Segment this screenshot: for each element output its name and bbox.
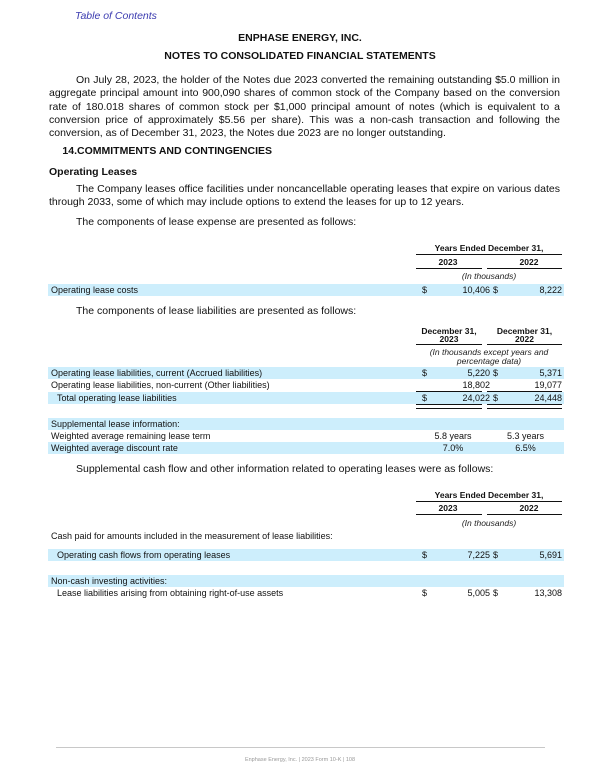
unit-note-line: (In thousands except years and — [429, 347, 549, 357]
intro-paragraph: On July 28, 2023, the holder of the Notes due 2023 converted the remaining outstanding $5.0 million in aggregate principal amount into 900,090 shares of common stock of the Company based on the conversion rate of 180.018 shares of common stock per $1,000 principal amount of notes (which is equivalent to a conversion price of approximately $5.56 per share). This was a non-cash transaction and following the conversion, as of December 31, 2023, the Notes due 2023 are no longer outstanding. — [49, 74, 560, 140]
table-of-contents-link[interactable]: Table of Contents — [75, 10, 157, 22]
unit-note: (In thousands) — [461, 271, 517, 281]
header-rule — [416, 254, 562, 255]
column-group-header: Years Ended December 31, — [434, 243, 544, 253]
row-label: Operating lease liabilities, non-current (Other liabilities) — [51, 380, 270, 390]
column-header-2023: 2023 — [438, 257, 458, 267]
header-rule-2023 — [416, 268, 482, 269]
column-header-line: 2022 — [515, 334, 534, 344]
value-2023: 18,802 — [462, 380, 490, 390]
value-2022: 8,222 — [539, 285, 562, 295]
table-row — [48, 587, 564, 599]
unit-note-line: percentage data) — [456, 356, 522, 366]
value-2023: 10,406 — [462, 285, 490, 295]
section-number: 14. — [62, 145, 77, 157]
header-rule-2023 — [416, 344, 482, 345]
section-title: COMMITMENTS AND CONTINGENCIES — [77, 145, 273, 157]
row-label: Operating lease costs — [51, 285, 139, 295]
row-label: Weighted average remaining lease term — [51, 431, 211, 441]
value-2022: 13,308 — [534, 588, 562, 598]
total-double-rule-2023 — [416, 404, 482, 409]
table-row — [48, 284, 564, 296]
value-2023: 24,022 — [462, 393, 490, 403]
currency-symbol: $ — [493, 285, 499, 295]
subheading-operating-leases: Operating Leases — [49, 166, 138, 178]
column-header-line: December 31, — [421, 326, 477, 336]
currency-symbol: $ — [422, 393, 428, 403]
currency-symbol: $ — [422, 550, 428, 560]
column-header-2023: 2023 — [438, 503, 458, 513]
row-label: Operating cash flows from operating leases — [57, 550, 231, 560]
table-row — [48, 367, 564, 379]
table-row-section-label — [48, 418, 564, 430]
value-2022: 5,691 — [539, 550, 562, 560]
column-header-line: 2023 — [439, 334, 459, 344]
currency-symbol: $ — [493, 368, 499, 378]
table-row — [48, 430, 564, 442]
table-row — [48, 379, 564, 391]
unit-note — [416, 348, 562, 366]
company-name: ENPHASE ENERGY, INC. — [238, 32, 362, 44]
lease-liabilities-intro: The components of lease liabilities are presented as follows: — [76, 305, 357, 317]
header-rule-2022 — [487, 344, 562, 345]
table-row — [48, 549, 564, 561]
row-label: Operating lease liabilities, current (Accrued liabilities) — [51, 368, 263, 378]
value-2023: 5,220 — [467, 368, 490, 378]
operating-leases-paragraph: The Company leases office facilities under noncancellable operating leases that expire on various dates through 2033, some of which may include options to extend the leases for up to 12 years. — [49, 183, 560, 209]
cash-flow-intro: Supplemental cash flow and other information related to operating leases were as follows: — [76, 463, 494, 475]
page-footer: Enphase Energy, Inc. | 2023 Form 10-K | 108 — [244, 757, 356, 763]
row-label: Cash paid for amounts included in the measurement of lease liabilities: — [51, 531, 333, 541]
column-header-2023 — [416, 326, 482, 344]
row-label: Weighted average discount rate — [51, 443, 178, 453]
value-2023: 5,005 — [467, 588, 490, 598]
lease-expense-intro: The components of lease expense are presented as follows: — [76, 216, 357, 228]
section-heading — [49, 145, 272, 157]
column-group-header: Years Ended December 31, — [434, 490, 544, 500]
value-2022: 19,077 — [534, 380, 562, 390]
currency-symbol: $ — [422, 588, 428, 598]
column-header-2022: 2022 — [519, 257, 539, 267]
value-2023: 5.8 years — [434, 431, 472, 441]
currency-symbol: $ — [493, 550, 499, 560]
row-label: Total operating lease liabilities — [57, 393, 177, 403]
header-rule-2023 — [416, 514, 482, 515]
currency-symbol: $ — [493, 588, 499, 598]
header-rule — [416, 501, 562, 502]
row-label: Lease liabilities arising from obtaining right-of-use assets — [57, 588, 284, 598]
footer-divider — [56, 747, 545, 748]
unit-note: (In thousands) — [461, 518, 517, 528]
column-header-2022 — [487, 326, 562, 344]
currency-symbol: $ — [422, 285, 428, 295]
page-title: NOTES TO CONSOLIDATED FINANCIAL STATEMENTS — [164, 50, 436, 62]
currency-symbol: $ — [422, 368, 428, 378]
value-2023: 7.0% — [442, 443, 464, 453]
column-header-2022: 2022 — [519, 503, 539, 513]
table-row-section-label — [48, 575, 564, 587]
value-2022: 5,371 — [539, 368, 562, 378]
header-rule-2022 — [487, 514, 562, 515]
value-2023: 7,225 — [467, 550, 490, 560]
value-2022: 6.5% — [515, 443, 536, 453]
table-row-section-label — [48, 530, 564, 542]
row-label: Non-cash investing activities: — [51, 576, 168, 586]
header-rule-2022 — [487, 268, 562, 269]
table-row — [48, 442, 564, 454]
row-label: Supplemental lease information: — [51, 419, 180, 429]
value-2022: 5.3 years — [506, 431, 545, 441]
table-row-total — [48, 392, 564, 404]
column-header-line: December 31, — [496, 326, 553, 336]
value-2022: 24,448 — [534, 393, 562, 403]
currency-symbol: $ — [493, 393, 499, 403]
total-double-rule-2022 — [487, 404, 562, 409]
